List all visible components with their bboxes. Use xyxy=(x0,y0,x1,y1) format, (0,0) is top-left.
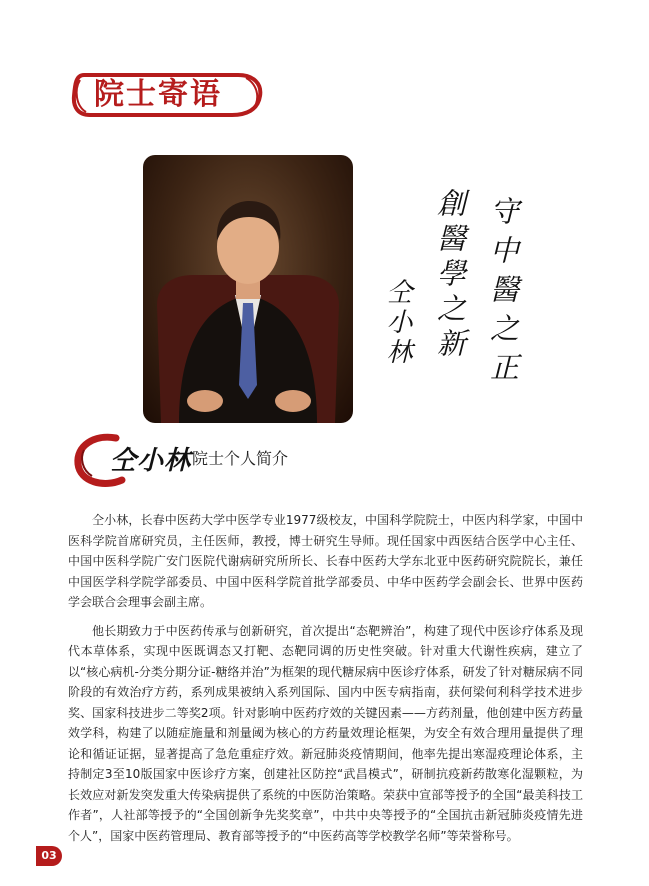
biography-text xyxy=(68,510,583,854)
section-banner xyxy=(70,72,266,118)
portrait-photo xyxy=(143,155,353,423)
profile-name: 仝小林 xyxy=(110,446,192,476)
bio-paragraph: 他长期致力于中医药传承与创新研究，首次提出“态靶辨治”，构建了现代中医诊疗体系及现代本草体系，实现中医既调态又打靶、态靶同调的历史性突破。针对重大代谢性疾病，建立了以“核心病机-分类分期分证-糖络并治”为框架的现代糖尿病中医诊疗体系，研发了针对糖尿病不同阶段的有效治疗方药，系列成果被纳入系列国际、国内中医专病指南，获何梁何利科学技术进步奖、国家科技进步二等奖2项。针对影响中医药疗效的关键因素——方药剂量，他创建中医方药量效学科，构建了以随症施量和剂量阈为核心的方药量效理论框架，为安全有效合理用量提供了理论和循证证据，显著提高了急危重症疗效。新冠肺炎疫情期间，他率先提出寒湿疫理论体系，主持制定3至10版国家中医诊疗方案，创建社区防控“武昌模式”，研制抗疫新药散寒化湿颗粒，为长效应对新发突发重大传染病提供了系统的中医防治策略。荣获中宣部等授予的全国“最美科技工作者”，人社部等授予的“全国创新争先奖奖章”，中共中央等授予的“全国抗击新冠肺炎疫情先进个人”，国家中医药管理局、教育部等授予的“中医药高等学校教学名师”等荣誉称号。 xyxy=(68,623,583,843)
page-number: 03 xyxy=(36,846,62,866)
banner-title: 院士寄语 xyxy=(94,77,222,112)
calligraphy-signature: 仝小林 xyxy=(382,278,412,368)
portrait-illustration xyxy=(143,155,353,423)
profile-heading xyxy=(70,432,370,488)
calligraphy-line-2: 創醫學之新 xyxy=(433,188,467,363)
profile-subtitle: 院士个人简介 xyxy=(192,449,289,468)
calligraphy-line-1: 守中醫之正 xyxy=(486,196,520,391)
bio-paragraph: 仝小林，长春中医药大学中医学专业1977级校友，中国科学院院士，中医内科学家，中国中医科学院首席研究员，主任医师，教授，博士研究生导师。现任国家中西医结合医学中心主任、中国中医科学院广安门医院代谢病研究所所长、长春中医药大学东北亚中医药研究院院长，兼任中国医学科学院学部委员、中国中医科学院首批学部委员、中华中医药学会副会长、世界中医药学会联合会理事会副主席。 xyxy=(68,513,583,609)
